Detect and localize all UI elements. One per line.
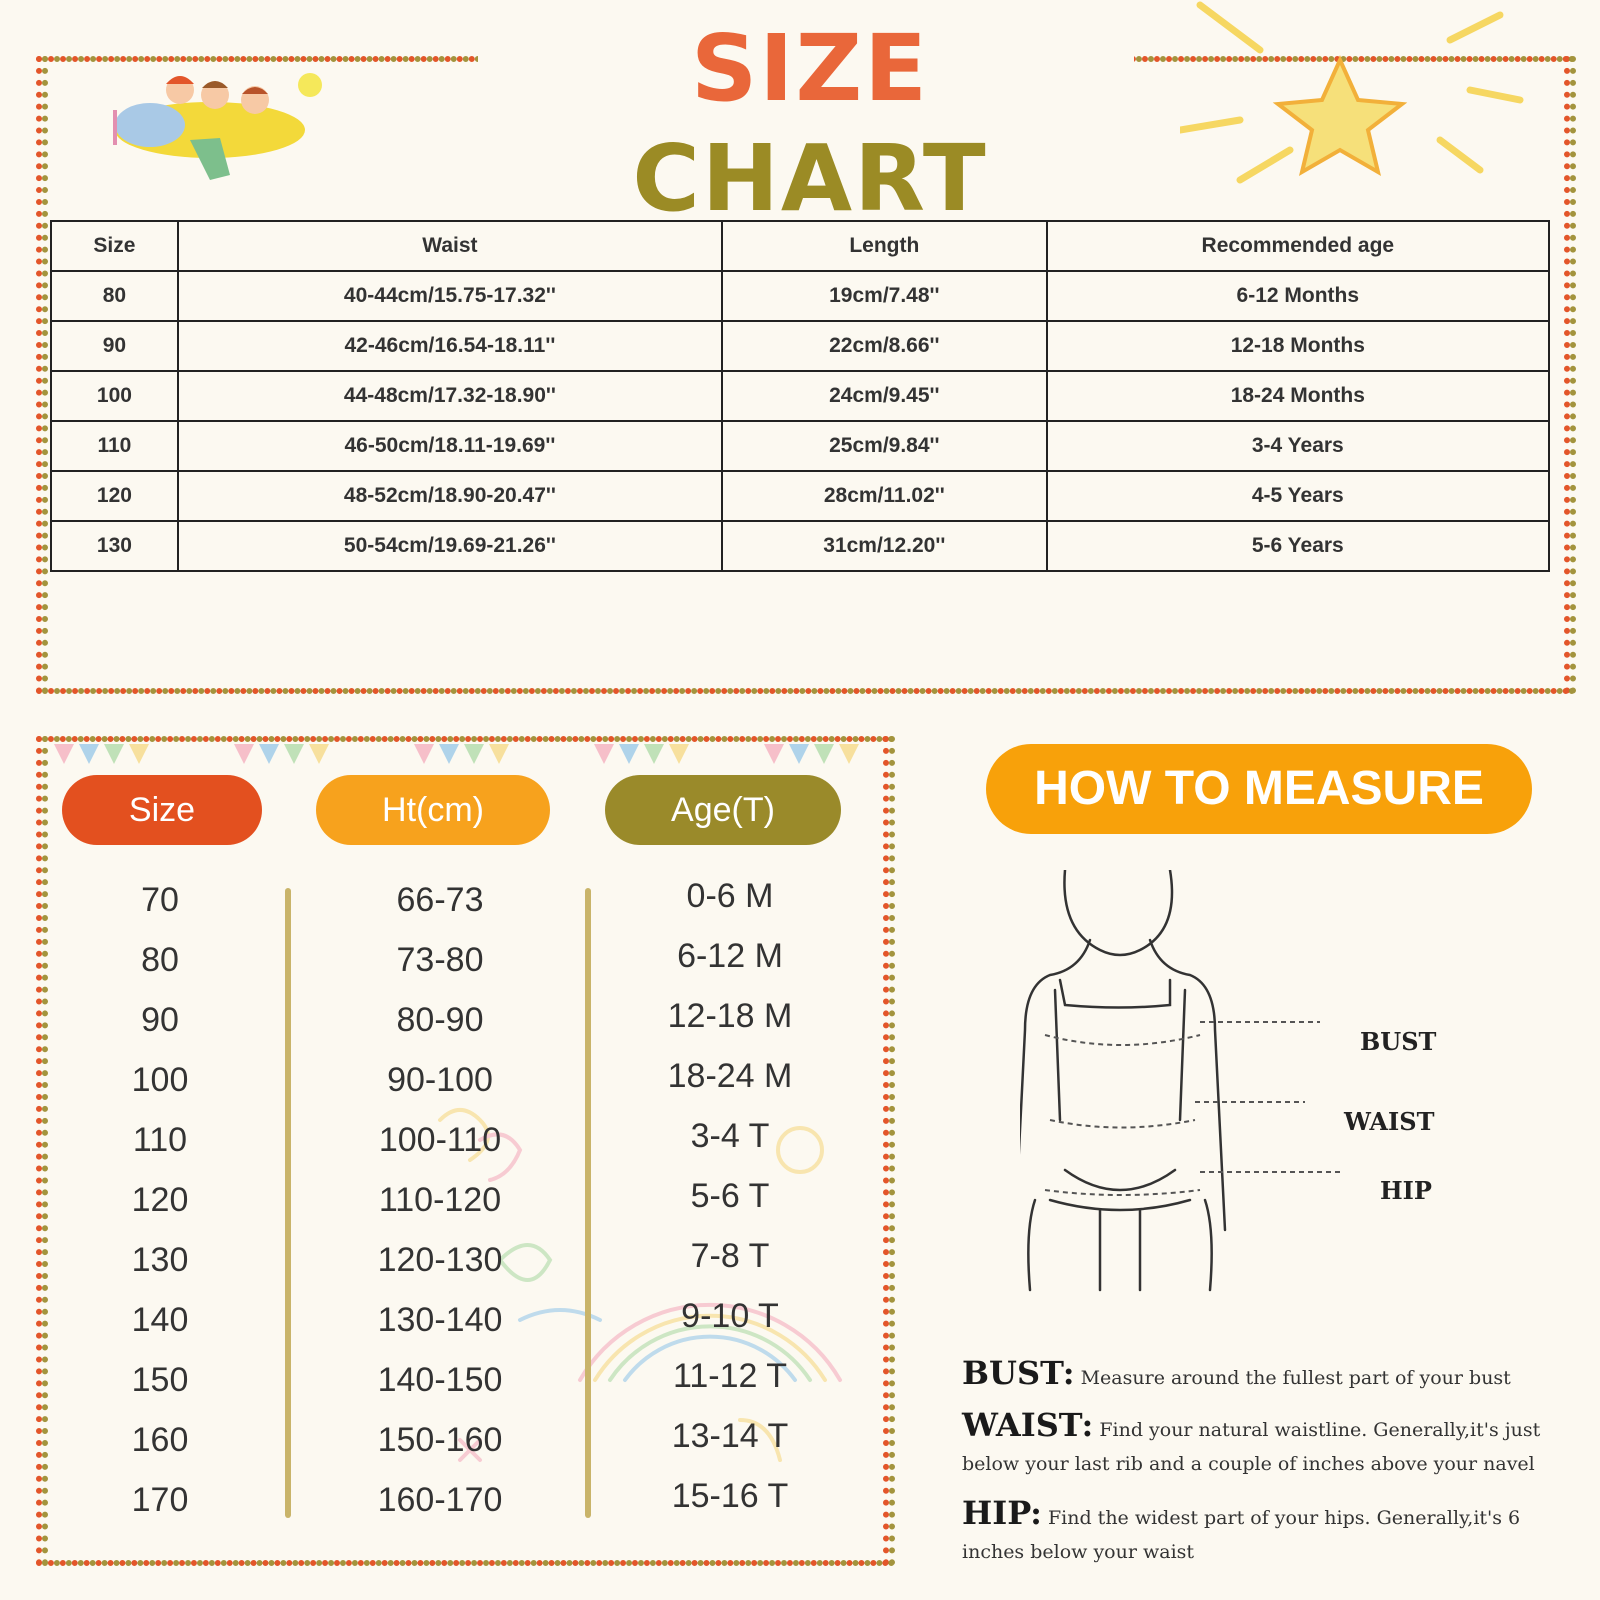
cell-age: 6-12 Months bbox=[1047, 271, 1549, 321]
bunting-decoration bbox=[44, 742, 884, 772]
cell-age: 3-4 Years bbox=[1047, 421, 1549, 471]
cell-size: 100 bbox=[51, 371, 178, 421]
table-row bbox=[51, 271, 1549, 321]
table-row bbox=[51, 421, 1549, 471]
column-divider bbox=[285, 888, 291, 1518]
cell-waist: 44-48cm/17.32-18.90'' bbox=[178, 371, 722, 421]
age-value: 3-4 T bbox=[690, 1117, 770, 1155]
bust-term: BUST: bbox=[962, 1354, 1075, 1392]
cell-size: 130 bbox=[51, 521, 178, 571]
waist-instruction bbox=[962, 1408, 1562, 1481]
cell-waist: 42-46cm/16.54-18.11'' bbox=[178, 321, 722, 371]
cell-length: 22cm/8.66'' bbox=[722, 321, 1047, 371]
column-divider bbox=[585, 888, 591, 1518]
size-value: 130 bbox=[131, 1241, 189, 1279]
age-value: 15-16 T bbox=[671, 1477, 789, 1515]
height-value: 160-170 bbox=[377, 1481, 503, 1519]
cell-length: 28cm/11.02'' bbox=[722, 471, 1047, 521]
age-value: 0-6 M bbox=[686, 877, 774, 915]
age-column bbox=[620, 870, 840, 1530]
age-value: 9-10 T bbox=[681, 1297, 779, 1335]
age-value: 5-6 T bbox=[690, 1177, 770, 1215]
height-value: 66-73 bbox=[396, 881, 484, 919]
title-part-chart: CHART bbox=[632, 125, 988, 232]
height-value: 120-130 bbox=[377, 1241, 503, 1279]
cell-size: 80 bbox=[51, 271, 178, 321]
age-value: 13-14 T bbox=[671, 1417, 789, 1455]
table-row bbox=[51, 321, 1549, 371]
header-length: Length bbox=[722, 221, 1047, 271]
size-column bbox=[100, 870, 220, 1530]
cell-length: 31cm/12.20'' bbox=[722, 521, 1047, 571]
cell-age: 4-5 Years bbox=[1047, 471, 1549, 521]
cell-size: 90 bbox=[51, 321, 178, 371]
hip-text: Find the widest part of your hips. Generally,it's 6 inches below your waist bbox=[962, 1507, 1521, 1563]
bust-instruction bbox=[962, 1356, 1562, 1395]
height-value: 150-160 bbox=[377, 1421, 503, 1459]
height-value: 110-120 bbox=[378, 1181, 502, 1219]
size-value: 170 bbox=[131, 1481, 189, 1519]
cell-age: 18-24 Months bbox=[1047, 371, 1549, 421]
cell-length: 24cm/9.45'' bbox=[722, 371, 1047, 421]
table-row bbox=[51, 521, 1549, 571]
height-value: 90-100 bbox=[387, 1061, 493, 1099]
table-header-row bbox=[51, 221, 1549, 271]
age-value: 11-12 T bbox=[672, 1357, 788, 1395]
size-value: 150 bbox=[131, 1361, 189, 1399]
cell-size: 110 bbox=[51, 421, 178, 471]
bust-label: BUST bbox=[1360, 1027, 1437, 1056]
height-header-pill: Ht(cm) bbox=[316, 775, 550, 845]
header-size: Size bbox=[51, 221, 178, 271]
title-part-size: SIZE bbox=[690, 15, 930, 122]
size-value: 90 bbox=[141, 1001, 179, 1039]
cell-waist: 46-50cm/18.11-19.69'' bbox=[178, 421, 722, 471]
cell-age: 5-6 Years bbox=[1047, 521, 1549, 571]
height-column bbox=[340, 870, 540, 1530]
age-value: 12-18 M bbox=[667, 997, 793, 1035]
size-value: 110 bbox=[132, 1121, 188, 1159]
waist-label: WAIST bbox=[1344, 1107, 1435, 1136]
age-value: 18-24 M bbox=[667, 1057, 793, 1095]
age-value: 6-12 M bbox=[677, 937, 783, 975]
bust-text: Measure around the fullest part of your bust bbox=[1080, 1367, 1511, 1389]
how-to-measure-banner: HOW TO MEASURE bbox=[986, 744, 1532, 834]
cell-waist: 48-52cm/18.90-20.47'' bbox=[178, 471, 722, 521]
hip-term: HIP: bbox=[962, 1494, 1042, 1532]
kids-airplane-illustration bbox=[110, 50, 330, 190]
star-decoration bbox=[1180, 0, 1540, 220]
waist-text: Find your natural waistline. Generally,it's just below your last rib and a couple of inches above your navel bbox=[962, 1419, 1541, 1475]
body-outline-figure bbox=[1020, 870, 1440, 1320]
size-table bbox=[50, 220, 1550, 572]
size-value: 80 bbox=[141, 941, 179, 979]
age-header-pill: Age(T) bbox=[605, 775, 841, 845]
height-value: 100-110 bbox=[378, 1121, 502, 1159]
cell-length: 19cm/7.48'' bbox=[722, 271, 1047, 321]
cell-waist: 50-54cm/19.69-21.26'' bbox=[178, 521, 722, 571]
cell-size: 120 bbox=[51, 471, 178, 521]
height-value: 73-80 bbox=[396, 941, 484, 979]
size-value: 120 bbox=[131, 1181, 189, 1219]
header-waist: Waist bbox=[178, 221, 722, 271]
height-value: 140-150 bbox=[377, 1361, 503, 1399]
size-value: 100 bbox=[131, 1061, 189, 1099]
cell-age: 12-18 Months bbox=[1047, 321, 1549, 371]
header-recommended-age: Recommended age bbox=[1047, 221, 1549, 271]
size-value: 160 bbox=[131, 1421, 189, 1459]
size-header-pill: Size bbox=[62, 775, 262, 845]
hip-label: HIP bbox=[1380, 1176, 1432, 1205]
height-value: 130-140 bbox=[377, 1301, 503, 1339]
cell-length: 25cm/9.84'' bbox=[722, 421, 1047, 471]
table-row bbox=[51, 371, 1549, 421]
waist-term: WAIST: bbox=[962, 1406, 1094, 1444]
hip-instruction bbox=[962, 1496, 1562, 1569]
size-value: 140 bbox=[131, 1301, 189, 1339]
size-value: 70 bbox=[141, 881, 179, 919]
table-row bbox=[51, 471, 1549, 521]
page-title bbox=[500, 14, 1120, 234]
cell-waist: 40-44cm/15.75-17.32'' bbox=[178, 271, 722, 321]
age-value: 7-8 T bbox=[690, 1237, 770, 1275]
height-value: 80-90 bbox=[396, 1001, 484, 1039]
